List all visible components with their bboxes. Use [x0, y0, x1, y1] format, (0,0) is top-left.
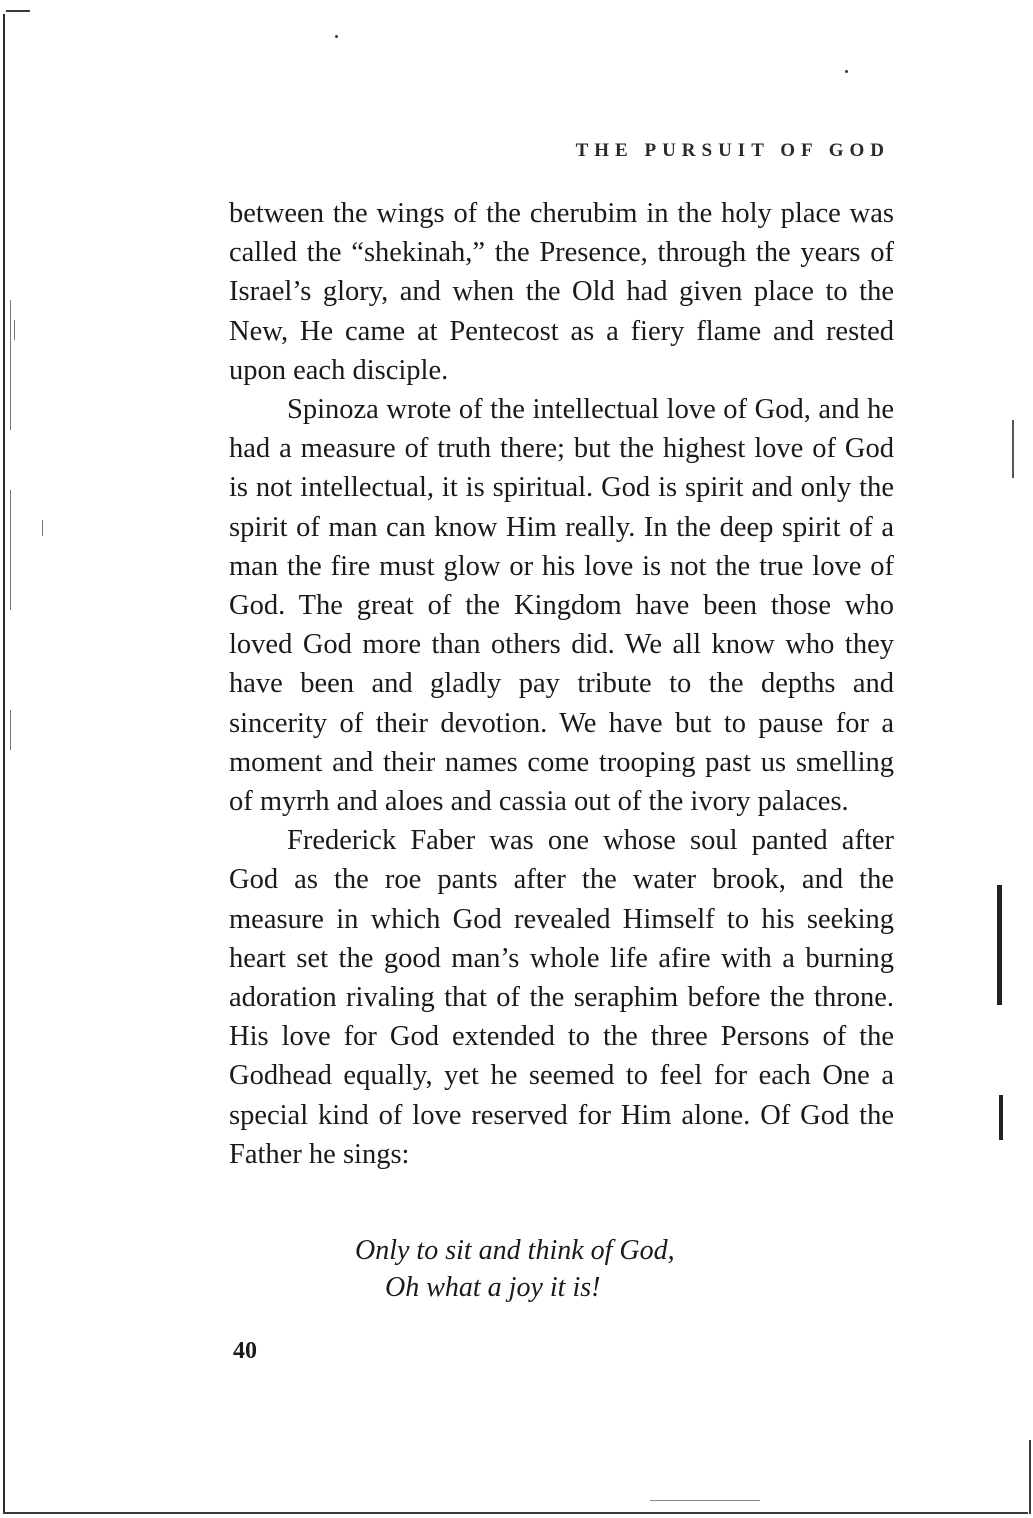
verse-line: Only to sit and think of God,	[355, 1235, 675, 1266]
scan-speck	[14, 320, 15, 340]
scan-speck	[10, 710, 11, 750]
scan-speck	[10, 300, 11, 430]
scan-speck	[1012, 420, 1014, 478]
running-head: THE PURSUIT OF GOD	[575, 140, 890, 161]
paragraph: Spinoza wrote of the intellectual love of God, and he had a measure of truth there; but the highest love of God is not intellectual, it is spiritual. God is spirit and only the spirit of man can know Him really. In the deep spirit of a man the fire must glow or his love is not the true love of God. The great of the Kingdom have been those who loved God more than others did. We all know who they have been and gladly pay tribute to the depths and sincerity of their devotion. We have but to pause for a moment and their names come trooping past us smelling of myrrh and aloes and cassia out of the ivory palaces.	[229, 394, 894, 818]
body-text	[229, 194, 894, 1174]
scan-speck	[650, 1500, 760, 1501]
scan-speck	[845, 70, 848, 73]
scan-speck	[42, 520, 43, 536]
paragraph: Frederick Faber was one whose soul panted after God as the roe pants after the water brook, and the measure in which God revealed Himself to his seeking heart set the good man’s whole life afire with a burning adoration rivaling that of the seraphim before the throne. His love for God extended to the three Persons of the Godhead equally, yet he seemed to feel for each One a special kind of love reserved for Him alone. Of God the Father he sings:	[229, 825, 894, 1170]
scan-speck	[997, 885, 1002, 1005]
verse-quote	[355, 1232, 675, 1306]
scan-speck	[999, 1095, 1003, 1140]
scan-speck	[335, 35, 338, 38]
scan-speck	[10, 490, 11, 610]
scan-bottom-border	[3, 1512, 1028, 1514]
page-number: 40	[233, 1338, 257, 1364]
verse-line: Oh what a joy it is!	[385, 1272, 601, 1303]
scan-speck	[6, 10, 30, 12]
scan-left-border	[3, 14, 5, 1514]
paragraph: between the wings of the cherubim in the holy place was called the “shekinah,” the Presence, through the years of Israel’s glory, and when the Old had given place to the New, He came at Pentecost as a fiery flame and rested upon each disciple.	[229, 198, 894, 386]
scan-right-border	[1029, 1440, 1031, 1514]
